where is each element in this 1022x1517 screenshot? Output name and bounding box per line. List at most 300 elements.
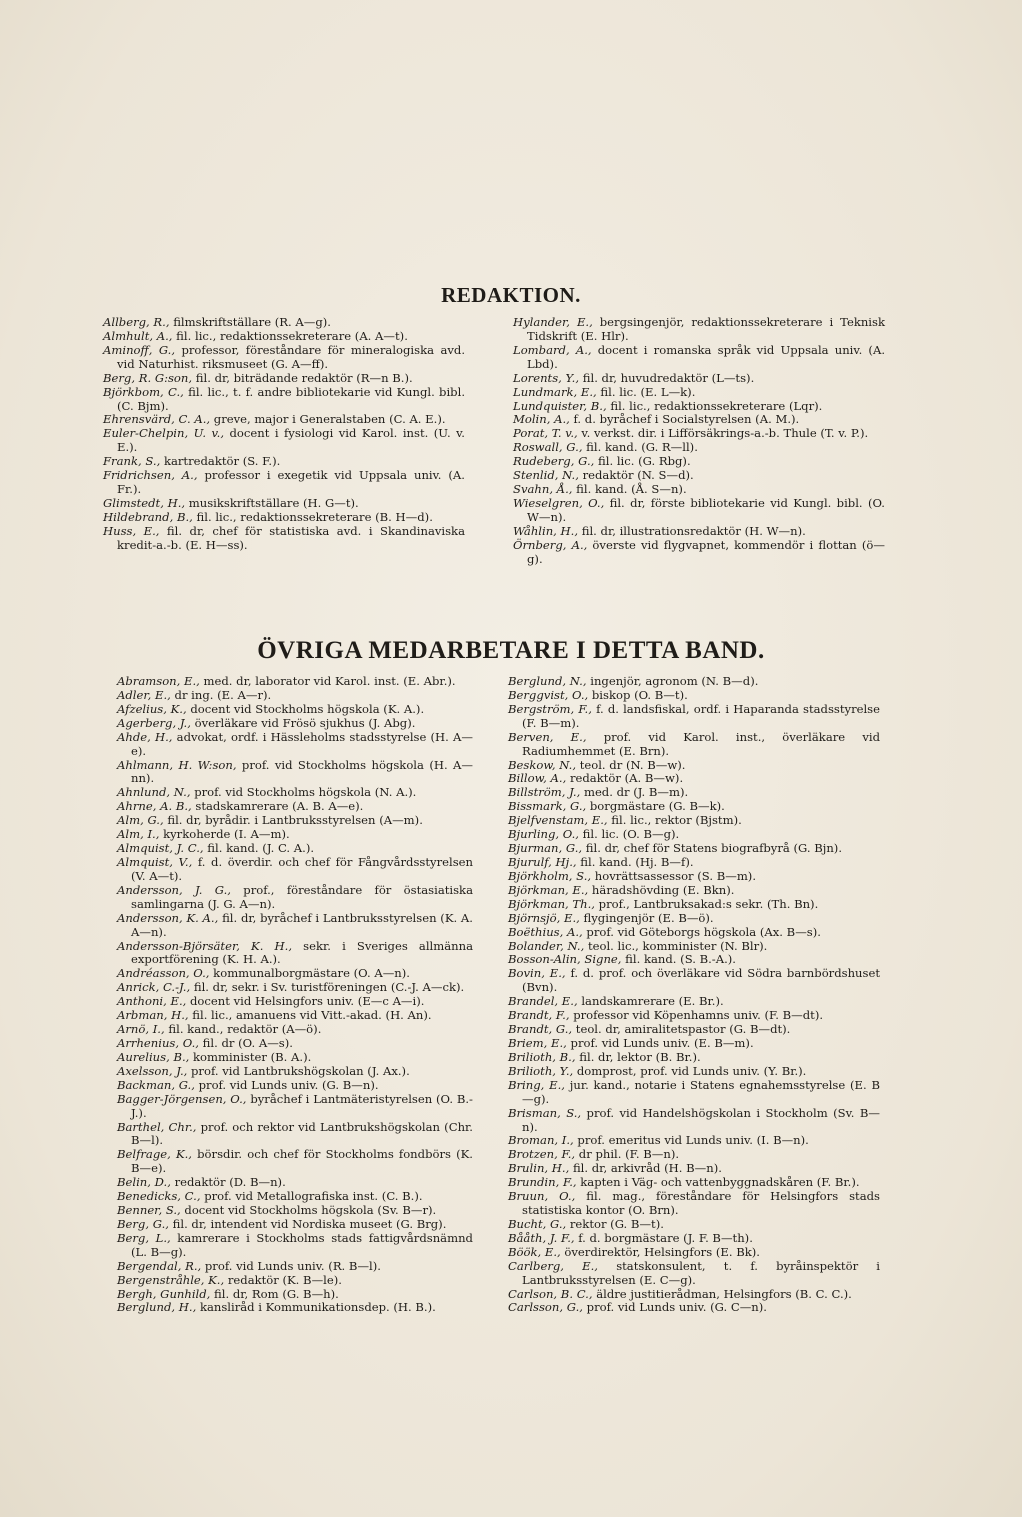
- contributor-entry: [117, 1009, 473, 1023]
- contributor-entry: [508, 926, 880, 940]
- contributor-description: prof. emeritus vid Lunds univ. (I. B—n).: [573, 1133, 809, 1148]
- contributor-name: Ahrne, A. B.,: [117, 799, 192, 814]
- contributor-entry: [513, 483, 885, 497]
- contributor-entry: [513, 539, 885, 567]
- contributor-name: Allberg, R.,: [103, 315, 170, 329]
- contributor-name: Lundquister, B.,: [513, 398, 607, 413]
- contributor-entry: [508, 1232, 880, 1246]
- contributor-description: hovrättsassessor (S. B—m).: [591, 868, 757, 883]
- contributor-entry: [508, 967, 880, 995]
- contributor-name: Andersson, J. G.,: [117, 882, 231, 897]
- contributor-name: Euler-Chelpin, U. v.,: [103, 426, 225, 441]
- contributor-name: Björkbom, C.,: [103, 384, 184, 399]
- contributor-entry: [117, 856, 473, 884]
- contributor-entry: [508, 1065, 880, 1079]
- contributor-entry: [508, 1162, 880, 1176]
- contributor-name: Brandel, E.,: [508, 994, 578, 1009]
- contributor-entry: [103, 344, 465, 372]
- redaktion-right-column: [513, 316, 885, 567]
- contributor-entry: [508, 689, 880, 703]
- contributor-description: fil. dr, arkivråd (H. B—n).: [569, 1161, 722, 1176]
- contributor-entry: [103, 469, 465, 497]
- contributor-description: prof. vid Karol. inst., överläkare vid Radiumhemmet (E. Brn).: [522, 729, 881, 758]
- contributor-description: kansliråd i Kommunikationsdep. (H. B.).: [196, 1300, 436, 1315]
- contributor-name: Örnberg, A.,: [513, 537, 588, 552]
- contributor-entry: [117, 1176, 473, 1190]
- contributor-description: fil. lic., redaktionssekreterare (Lqr).: [606, 398, 823, 413]
- contributor-description: fil. dr, sekr. i Sv. turistföreningen (C.-J. A—ck).: [190, 980, 465, 995]
- contributor-name: Andersson, K. A.,: [117, 910, 219, 925]
- contributor-name: Almquist, J. C.,: [117, 841, 204, 856]
- contributor-name: Bolander, N.,: [508, 938, 585, 953]
- contributor-name: Alm, I.,: [117, 827, 160, 842]
- contributor-name: Beskow, N.,: [508, 757, 577, 772]
- contributor-entry: [508, 1051, 880, 1065]
- contributor-description: kapten i Väg- och vattenbyggnadskåren (F. Br.).: [576, 1175, 860, 1190]
- contributor-name: Bååth, J. F.,: [508, 1230, 575, 1245]
- contributor-description: kyrkoherde (I. A—m).: [159, 827, 290, 842]
- contributor-entry: [117, 689, 473, 703]
- contributor-name: Boëthius, A.,: [508, 924, 583, 939]
- contributor-description: fil. dr, förste bibliotekarie vid Kungl. bibl. (O. W—n).: [527, 495, 885, 524]
- contributor-name: Frank, S.,: [103, 454, 161, 469]
- contributor-description: f. d. överdir. och chef för Fångvårdsstyrelsen (V. A—t).: [131, 854, 473, 883]
- contributor-entry: [117, 1148, 473, 1176]
- contributor-description: med. dr (J. B—m).: [580, 785, 689, 800]
- contributor-entry: [117, 717, 473, 731]
- contributor-entry: [508, 731, 880, 759]
- contributor-description: fil. dr, illustrationsredaktör (H. W—n).: [578, 523, 806, 538]
- contributor-description: stadskamrerare (A. B. A—e).: [191, 799, 364, 814]
- contributor-description: fil. dr, lektor (B. Br.).: [575, 1049, 701, 1064]
- contributor-name: Berg, L.,: [117, 1230, 171, 1245]
- contributor-entry: [508, 1037, 880, 1051]
- contributor-description: fil. dr (O. A—s).: [198, 1035, 293, 1050]
- contributor-description: byråchef i Lantmäteristyrelsen (O. B.-J.).: [131, 1091, 473, 1120]
- contributor-description: fil. dr, intendent vid Nordiska museet (G. Brg).: [168, 1216, 447, 1231]
- contributor-entry: [508, 912, 880, 926]
- contributor-description: redaktör (N. S—d).: [578, 468, 694, 483]
- contributor-description: prof. vid Lunds univ. (G. B—n).: [194, 1077, 379, 1092]
- contributor-name: Brilioth, B.,: [508, 1049, 576, 1064]
- contributor-description: fil. kand. (J. C. A.).: [203, 841, 315, 856]
- contributor-entry: [508, 1301, 880, 1315]
- contributor-name: Huss, E.,: [103, 523, 160, 538]
- contributor-entry: [103, 372, 465, 386]
- contributor-description: fil. dr, Rom (G. B—h).: [210, 1286, 339, 1301]
- contributor-entry: [103, 497, 465, 511]
- contributor-name: Berggvist, O.,: [508, 687, 589, 702]
- contributor-entry: [117, 814, 473, 828]
- contributor-entry: [513, 372, 885, 386]
- contributor-name: Bjurman, G.,: [508, 841, 583, 856]
- contributor-name: Billow, A.,: [508, 771, 567, 786]
- contributor-name: Wieselgren, O.,: [513, 495, 605, 510]
- contributor-description: fil. mag., föreståndare för Helsingfors stads statistiska kontor (O. Brn).: [522, 1189, 881, 1218]
- contributor-entry: [117, 1204, 473, 1218]
- contributor-description: jur. kand., notarie i Statens egnahemsstyrelse (E. B—g).: [522, 1077, 880, 1106]
- contributor-name: Afzelius, K.,: [117, 701, 187, 716]
- contributor-description: fil. kand., redaktör (A—ö).: [164, 1022, 322, 1037]
- contributor-description: fil. dr, chef för Statens biografbyrå (G. Bjn).: [582, 841, 843, 856]
- contributor-name: Brulin, H.,: [508, 1161, 570, 1176]
- contributor-name: Glimstedt, H.,: [103, 495, 186, 510]
- contributor-entry: [117, 786, 473, 800]
- contributor-entry: [513, 400, 885, 414]
- contributor-description: statskonsulent, t. f. byråinspektör i Lantbruksstyrelsen (E. C—g).: [522, 1258, 881, 1287]
- contributor-entry: [508, 1246, 880, 1260]
- ovriga-heading: ÖVRIGA MEDARBETARE I DETTA BAND.: [257, 637, 765, 664]
- contributor-description: fil. kand. (Å. S—n).: [572, 482, 687, 497]
- contributor-entry: [508, 800, 880, 814]
- contributor-description: kartredaktör (S. F.).: [160, 454, 281, 469]
- contributor-entry: [508, 1288, 880, 1302]
- contributor-entry: [117, 884, 473, 912]
- contributor-description: teol. lic., komminister (N. Blr).: [584, 938, 768, 953]
- contributor-name: Bring, E.,: [508, 1077, 565, 1092]
- contributor-name: Arbman, H.,: [117, 1008, 189, 1023]
- contributor-description: teol. dr, amiralitetspastor (G. B—dt).: [572, 1022, 791, 1037]
- contributor-entry: [508, 759, 880, 773]
- contributor-description: prof. vid Göteborgs högskola (Ax. B—s).: [582, 924, 821, 939]
- ovriga-right-column: [508, 675, 880, 1315]
- contributor-description: docent i fysiologi vid Karol. inst. (U. v. E.).: [117, 426, 465, 455]
- contributor-name: Carlsson, G.,: [508, 1300, 583, 1315]
- contributor-entry: [508, 1023, 880, 1037]
- contributor-entry: [117, 1260, 473, 1274]
- contributor-name: Björnsjö, E.,: [508, 910, 580, 925]
- contributor-description: docent vid Helsingfors univ. (E—c A—i).: [186, 994, 425, 1009]
- contributor-description: borgmästare (G. B—k).: [586, 799, 725, 814]
- contributor-entry: [508, 856, 880, 870]
- contributor-name: Brandt, G.,: [508, 1022, 573, 1037]
- contributor-name: Brundin, F.,: [508, 1175, 577, 1190]
- contributor-name: Benner, S.,: [117, 1203, 181, 1218]
- contributor-name: Brandt, F.,: [508, 1008, 570, 1023]
- contributor-name: Briem, E.,: [508, 1035, 567, 1050]
- contributor-description: teol. dr (N. B—w).: [576, 757, 686, 772]
- contributor-description: f. d. prof. och överläkare vid Södra barnbördshuset (Bvn).: [522, 966, 880, 995]
- contributor-name: Benedicks, C.,: [117, 1189, 201, 1204]
- contributor-entry: [513, 427, 885, 441]
- contributor-name: Agerberg, J.,: [117, 715, 191, 730]
- contributor-entry: [513, 455, 885, 469]
- contributor-description: prof. vid Lunds univ. (G. C—n).: [582, 1300, 767, 1315]
- contributor-entry: [117, 1093, 473, 1121]
- contributor-name: Backman, G.,: [117, 1077, 195, 1092]
- contributor-name: Billström, J.,: [508, 785, 581, 800]
- contributor-name: Alm, G.,: [117, 813, 164, 828]
- contributor-description: advokat, ordf. i Hässleholms stadsstyrelse (H. A—e).: [131, 729, 473, 758]
- contributor-entry: [508, 1079, 880, 1107]
- contributor-entry: [508, 898, 880, 912]
- contributor-name: Bergendal, R.,: [117, 1258, 202, 1273]
- contributor-entry: [117, 842, 473, 856]
- contributor-description: prof., Lantbruksakad:s sekr. (Th. Bn).: [594, 896, 819, 911]
- contributor-description: fil. lic., redaktionssekreterare (A. A—t).: [172, 328, 408, 343]
- contributor-entry: [508, 842, 880, 856]
- contributor-description: professor vid Köpenhamns univ. (F. B—dt).: [569, 1008, 824, 1023]
- contributor-name: Lombard, A.,: [513, 342, 592, 357]
- contributor-name: Ahde, H.,: [117, 729, 173, 744]
- contributor-description: fil. dr, byråchef i Lantbruksstyrelsen (K. A. A—n).: [131, 910, 473, 939]
- contributor-name: Aminoff, G.,: [103, 342, 176, 357]
- contributor-entry: [103, 386, 465, 414]
- contributor-entry: [508, 1107, 880, 1135]
- contributor-entry: [508, 814, 880, 828]
- contributor-description: prof. och rektor vid Lantbrukshögskolan (Chr. B—l).: [131, 1119, 473, 1148]
- contributor-description: biskop (O. B—t).: [588, 687, 688, 702]
- contributor-entry: [117, 828, 473, 842]
- contributor-description: börsdir. och chef för Stockholms fondbörs (K. B—e).: [131, 1147, 473, 1176]
- contributor-description: fil. dr, chef för statistiska avd. i Skandinaviska kredit-a.-b. (E. H—ss).: [117, 523, 465, 552]
- contributor-entry: [508, 675, 880, 689]
- contributor-entry: [117, 1121, 473, 1149]
- contributor-entry: [117, 800, 473, 814]
- contributor-name: Berg, R. G:son,: [103, 370, 193, 385]
- contributor-entry: [508, 940, 880, 954]
- contributor-entry: [117, 1301, 473, 1315]
- contributor-entry: [103, 455, 465, 469]
- contributor-entry: [117, 1023, 473, 1037]
- contributor-entry: [117, 1065, 473, 1079]
- contributor-name: Axelsson, J.,: [117, 1063, 188, 1078]
- contributor-description: v. verkst. dir. i Lifförsäkrings-a.-b. Thule (T. v. P.).: [577, 426, 869, 441]
- contributor-name: Bergh, Gunhild,: [117, 1286, 211, 1301]
- contributor-description: sekr. i Sveriges allmänna exportförening (K. H. A.).: [131, 938, 473, 967]
- contributor-entry: [513, 344, 885, 372]
- contributor-description: dr phil. (F. B—n).: [575, 1147, 680, 1162]
- contributor-name: Bovin, E.,: [508, 966, 566, 981]
- contributor-description: fil. lic. (G. Rbg).: [594, 454, 691, 469]
- contributor-description: f. d. landsfiskal, ordf. i Haparanda stadsstyrelse (F. B—m).: [522, 701, 880, 730]
- contributor-name: Roswall, G.,: [513, 440, 583, 455]
- contributor-name: Bjurling, O.,: [508, 827, 579, 842]
- contributor-name: Carlberg, E.,: [508, 1258, 598, 1273]
- contributor-name: Belin, D.,: [117, 1175, 171, 1190]
- contributor-description: prof., föreståndare för östasiatiska samlingarna (J. G. A—n).: [131, 882, 473, 911]
- redaktion-heading: REDAKTION.: [441, 283, 581, 307]
- contributor-name: Bagger-Jörgensen, O.,: [117, 1091, 247, 1106]
- contributor-description: prof. vid Stockholms högskola (H. A—nn).: [131, 757, 473, 786]
- contributor-entry: [508, 772, 880, 786]
- contributor-description: docent vid Stockholms högskola (Sv. B—r).: [180, 1203, 437, 1218]
- contributor-description: prof. vid Lunds univ. (E. B—m).: [566, 1035, 754, 1050]
- contributor-entry: [508, 1190, 880, 1218]
- contributor-name: Brisman, S.,: [508, 1105, 582, 1120]
- contributor-entry: [103, 525, 465, 553]
- contributor-description: häradshövding (E. Bkn).: [588, 882, 735, 897]
- contributor-description: domprost, prof. vid Lunds univ. (Y. Br.).: [573, 1063, 807, 1078]
- contributor-entry: [117, 981, 473, 995]
- contributor-description: greve, major i Generalstaben (C. A. E.).: [210, 412, 446, 427]
- contributor-entry: [117, 967, 473, 981]
- contributor-description: fil. dr, byrådir. i Lantbruksstyrelsen (A—m).: [163, 813, 423, 828]
- contributor-name: Brotzen, F.,: [508, 1147, 576, 1162]
- contributor-description: landskamrerare (E. Br.).: [577, 994, 724, 1009]
- contributor-description: filmskriftställare (R. A—g).: [169, 315, 331, 329]
- contributor-name: Almquist, V.,: [117, 854, 193, 869]
- contributor-description: fil. kand. (S. B.-A.).: [621, 952, 736, 967]
- contributor-description: fil. lic. (E. L—k).: [596, 384, 696, 399]
- contributor-description: professor, föreståndare för mineralogiska avd. vid Naturhist. riksmuseet (G. A—ff).: [117, 342, 466, 371]
- contributor-description: docent vid Stockholms högskola (K. A.).: [186, 701, 425, 716]
- contributor-entry: [513, 525, 885, 539]
- contributor-entry: [117, 1232, 473, 1260]
- contributor-entry: [508, 1218, 880, 1232]
- contributor-description: f. d. byråchef i Socialstyrelsen (A. M.).: [569, 412, 800, 427]
- contributor-entry: [513, 441, 885, 455]
- contributor-name: Bosson-Alin, Signe,: [508, 952, 622, 967]
- contributor-name: Bergenstråhle, K.,: [117, 1272, 225, 1287]
- contributor-entry: [508, 870, 880, 884]
- contributor-description: fil. lic. (O. B—g).: [579, 827, 680, 842]
- contributor-entry: [508, 828, 880, 842]
- contributor-entry: [508, 884, 880, 898]
- contributor-entry: [103, 316, 465, 330]
- contributor-description: flygingenjör (E. B—ö).: [579, 910, 714, 925]
- contributor-entry: [513, 497, 885, 525]
- contributor-entry: [103, 330, 465, 344]
- contributor-description: musikskriftställare (H. G—t).: [185, 495, 359, 510]
- contributor-name: Anthoni, E.,: [117, 994, 187, 1009]
- contributor-name: Björkman, E.,: [508, 882, 589, 897]
- contributor-entry: [103, 511, 465, 525]
- contributor-entry: [508, 1134, 880, 1148]
- ovriga-left-column: [117, 675, 473, 1315]
- contributor-entry: [117, 1051, 473, 1065]
- contributor-entry: [508, 953, 880, 967]
- contributor-name: Berg, G.,: [117, 1216, 169, 1231]
- contributor-entry: [103, 427, 465, 455]
- contributor-description: ingenjör, agronom (N. B—d).: [586, 674, 759, 688]
- contributor-name: Bjelfvenstam, E.,: [508, 813, 608, 828]
- contributor-entry: [508, 995, 880, 1009]
- contributor-entry: [508, 703, 880, 731]
- contributor-name: Porat, T. v.,: [513, 426, 578, 441]
- contributor-name: Arnö, I.,: [117, 1022, 165, 1037]
- contributor-name: Wåhlin, H.,: [513, 523, 579, 538]
- contributor-name: Anrick, C.-J.,: [117, 980, 191, 995]
- contributor-name: Ahnlund, N.,: [117, 785, 191, 800]
- contributor-entry: [117, 675, 473, 689]
- contributor-name: Berglund, H.,: [117, 1300, 197, 1315]
- contributor-description: docent i romanska språk vid Uppsala univ. (A. Lbd).: [527, 342, 886, 371]
- contributor-entry: [508, 1176, 880, 1190]
- contributor-entry: [117, 1037, 473, 1051]
- contributor-entry: [508, 1260, 880, 1288]
- contributor-description: prof. vid Handelshögskolan i Stockholm (Sv. B—n).: [522, 1105, 880, 1134]
- contributor-name: Hildebrand, B.,: [103, 509, 193, 524]
- contributor-entry: [117, 731, 473, 759]
- contributor-entry: [117, 1274, 473, 1288]
- contributor-name: Lorents, Y.,: [513, 370, 580, 385]
- contributor-description: med. dr, laborator vid Karol. inst. (E. Abr.).: [199, 674, 456, 688]
- contributor-name: Böök, E.,: [508, 1244, 561, 1259]
- contributor-description: komminister (B. A.).: [189, 1049, 312, 1064]
- contributor-name: Aurelius, B.,: [117, 1049, 190, 1064]
- contributor-description: kamrerare i Stockholms stads fattigvårdsnämnd (L. B—g).: [131, 1230, 473, 1259]
- contributor-description: fil. lic., rektor (Bjstm).: [607, 813, 742, 828]
- contributor-entry: [117, 1288, 473, 1302]
- contributor-name: Bergström, F.,: [508, 701, 592, 716]
- contributor-name: Lundmark, E.,: [513, 384, 597, 399]
- contributor-description: dr ing. (E. A—r).: [170, 687, 272, 702]
- contributor-description: äldre justitierådman, Helsingfors (B. C. C.).: [592, 1286, 852, 1301]
- contributor-name: Fridrichsen, A.,: [103, 468, 198, 483]
- contributor-name: Carlson, B. C.,: [508, 1286, 593, 1301]
- contributor-name: Bucht, G.,: [508, 1216, 567, 1231]
- contributor-entry: [117, 1190, 473, 1204]
- contributor-description: fil. lic., amanuens vid Vitt.-akad. (H. An).: [188, 1008, 432, 1023]
- contributor-name: Adler, E.,: [117, 687, 171, 702]
- contributor-description: överste vid flygvapnet, kommendör i flottan (ö—g).: [527, 537, 885, 566]
- contributor-description: fil. lic., t. f. andre bibliotekarie vid Kungl. bibl. (C. Bjm).: [117, 384, 465, 413]
- contributor-description: bergsingenjör, redaktionssekreterare i Teknisk Tidskrift (E. Hlr).: [527, 315, 885, 343]
- contributor-entry: [508, 1148, 880, 1162]
- contributor-name: Stenlid, N.,: [513, 468, 579, 483]
- contributor-description: f. d. borgmästare (J. F. B—th).: [574, 1230, 753, 1245]
- contributor-entry: [513, 316, 885, 344]
- contributor-entry: [117, 759, 473, 787]
- contributor-name: Svahn, Å.,: [513, 482, 573, 497]
- contributor-description: fil. kand. (G. R—ll).: [582, 440, 698, 455]
- contributor-description: kommunalborgmästare (O. A—n).: [209, 966, 410, 981]
- contributor-description: fil. kand. (Hj. B—f).: [576, 854, 694, 869]
- contributor-name: Andersson-Björsäter, K. H.,: [117, 938, 293, 953]
- contributor-entry: [513, 386, 885, 400]
- contributor-name: Barthel, Chr.,: [117, 1119, 197, 1134]
- contributor-description: överläkare vid Frösö sjukhus (J. Abg).: [190, 715, 416, 730]
- contributor-entry: [117, 703, 473, 717]
- contributor-entry: [117, 1218, 473, 1232]
- contributor-entry: [117, 912, 473, 940]
- contributor-entry: [117, 995, 473, 1009]
- contributor-name: Bissmark, G.,: [508, 799, 587, 814]
- contributor-description: prof. vid Lunds univ. (R. B—l).: [201, 1258, 381, 1273]
- contributor-name: Molin, A.,: [513, 412, 570, 427]
- contributor-description: redaktör (A. B—w).: [566, 771, 684, 786]
- contributor-description: fil. dr, biträdande redaktör (R—n B.).: [192, 370, 413, 385]
- contributor-description: professor i exegetik vid Uppsala univ. (A. Fr.).: [117, 468, 465, 497]
- contributor-entry: [508, 1009, 880, 1023]
- contributor-name: Berven, E.,: [508, 729, 587, 744]
- contributor-description: redaktör (D. B—n).: [170, 1175, 286, 1190]
- contributor-description: prof. vid Lantbrukshögskolan (J. Ax.).: [187, 1063, 410, 1078]
- contributor-entry: [103, 413, 465, 427]
- contributor-name: Hylander, E.,: [513, 315, 593, 329]
- contributor-name: Rudeberg, G.,: [513, 454, 595, 469]
- contributor-description: prof. vid Metallografiska inst. (C. B.).: [200, 1189, 423, 1204]
- contributor-description: fil. dr, huvudredaktör (L—ts).: [579, 370, 755, 385]
- contributor-name: Bruun, O.,: [508, 1189, 576, 1204]
- contributor-name: Belfrage, K.,: [117, 1147, 192, 1162]
- contributor-description: rektor (G. B—t).: [566, 1216, 664, 1231]
- contributor-description: redaktör (K. B—le).: [224, 1272, 342, 1287]
- contributor-name: Björkman, Th.,: [508, 896, 595, 911]
- contributor-entry: [508, 786, 880, 800]
- contributor-name: Almhult, A.,: [103, 328, 173, 343]
- contributor-description: överdirektör, Helsingfors (E. Bk).: [560, 1244, 760, 1259]
- contributor-entry: [117, 1079, 473, 1093]
- contributor-entry: [513, 413, 885, 427]
- redaktion-left-column: [103, 316, 465, 553]
- contributor-name: Björkholm, S.,: [508, 868, 592, 883]
- contributor-name: Ahlmann, H. W:son,: [117, 757, 237, 772]
- contributor-name: Brilioth, Y.,: [508, 1063, 574, 1078]
- contributor-name: Ehrensvärd, C. A.,: [103, 412, 211, 427]
- contributor-name: Broman, I.,: [508, 1133, 574, 1148]
